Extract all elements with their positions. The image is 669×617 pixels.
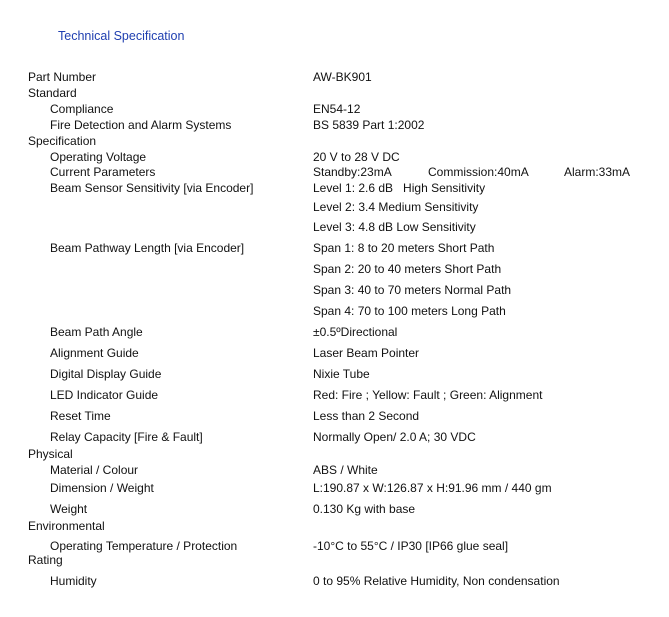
spec-label: Compliance: [50, 102, 114, 116]
spec-row-fire-detection: [0, 118, 669, 134]
spec-row-digital-display: [0, 367, 669, 383]
section-heading-physical: [0, 447, 669, 463]
spec-row-material: [0, 463, 669, 479]
spec-label: Beam Sensor Sensitivity [via Encoder]: [50, 181, 254, 195]
spec-label: Material / Colour: [50, 463, 139, 477]
section-label: Specification: [28, 134, 97, 148]
spec-row-beam-sensitivity: [0, 181, 669, 197]
section-heading-environmental: [0, 519, 669, 535]
spec-row-humidity: [0, 574, 669, 590]
section-heading-rating: [0, 553, 669, 569]
spec-label: Part Number: [28, 70, 97, 84]
spec-row-beam-pathway: [0, 241, 669, 257]
section-heading-standard: [0, 86, 669, 102]
spec-label: Current Parameters: [50, 165, 156, 179]
spec-value: Less than 2 Second: [313, 409, 420, 423]
spec-label: Fire Detection and Alarm Systems: [50, 118, 232, 132]
spec-row-beam-sensitivity-3: [0, 220, 669, 236]
spec-row-reset-time: [0, 409, 669, 425]
spec-row-relay-capacity: [0, 430, 669, 446]
spec-value: Level 2: 3.4 Medium Sensitivity: [313, 200, 479, 214]
spec-row-dimension: [0, 481, 669, 497]
spec-row-operating-voltage: [0, 150, 669, 166]
spec-value: Span 1: 8 to 20 meters Short Path: [313, 241, 495, 255]
spec-row-led-indicator: [0, 388, 669, 404]
section-label: Physical: [28, 447, 73, 461]
alarm-current: Alarm:33mA: [564, 165, 631, 179]
spec-value: Span 2: 20 to 40 meters Short Path: [313, 262, 502, 276]
spec-value: Laser Beam Pointer: [313, 346, 420, 360]
spec-value: ABS / White: [313, 463, 378, 477]
spec-value: AW-BK901: [313, 70, 372, 84]
spec-label: Reset Time: [50, 409, 111, 423]
spec-value: EN54-12: [313, 102, 361, 116]
spec-value: 0 to 95% Relative Humidity, Non condensation: [313, 574, 560, 588]
spec-row-compliance: [0, 102, 669, 118]
spec-value: -10°C to 55°C / IP30 [IP66 glue seal]: [313, 539, 509, 553]
spec-label: Relay Capacity [Fire & Fault]: [50, 430, 203, 444]
spec-value: BS 5839 Part 1:2002: [313, 118, 425, 132]
spec-row-beam-pathway-2: [0, 262, 669, 278]
page-title: Technical Specification: [58, 29, 185, 43]
section-label: Standard: [28, 86, 77, 100]
section-heading-specification: [0, 134, 669, 150]
spec-value: Red: Fire ; Yellow: Fault ; Green: Alignment: [313, 388, 543, 402]
spec-value: 0.130 Kg with base: [313, 502, 416, 516]
spec-row-beam-pathway-4: [0, 304, 669, 320]
spec-label: LED Indicator Guide: [50, 388, 159, 402]
spec-label: Alignment Guide: [50, 346, 139, 360]
spec-value: 20 V to 28 V DC: [313, 150, 400, 164]
spec-row-beam-sensitivity-2: [0, 200, 669, 216]
spec-label: Dimension / Weight: [50, 481, 154, 495]
spec-row-current-parameters: [0, 165, 669, 181]
spec-label: Beam Path Angle: [50, 325, 143, 339]
spec-value: ±0.5ºDirectional: [313, 325, 398, 339]
spec-row-beam-angle: [0, 325, 669, 341]
section-label: Environmental: [28, 519, 105, 533]
spec-label: Operating Temperature / Protection: [50, 539, 238, 553]
spec-value: Level 1: 2.6 dB High Sensitivity: [313, 181, 486, 195]
spec-row-part-number: [0, 70, 669, 86]
spec-label: Humidity: [50, 574, 97, 588]
commission-current: Commission:40mA: [428, 165, 529, 179]
spec-label: Beam Pathway Length [via Encoder]: [50, 241, 245, 255]
standby-current: Standby:23mA: [313, 165, 392, 179]
spec-row-beam-pathway-3: [0, 283, 669, 299]
spec-value: L:190.87 x W:126.87 x H:91.96 mm / 440 gm: [313, 481, 552, 495]
spec-label: Operating Voltage: [50, 150, 147, 164]
section-label: Rating: [28, 553, 63, 567]
spec-value: Normally Open/ 2.0 A; 30 VDC: [313, 430, 476, 444]
spec-value: Span 3: 40 to 70 meters Normal Path: [313, 283, 512, 297]
spec-row-weight: [0, 502, 669, 518]
spec-value: Level 3: 4.8 dB Low Sensitivity: [313, 220, 476, 234]
spec-value: Nixie Tube: [313, 367, 370, 381]
spec-label: Digital Display Guide: [50, 367, 162, 381]
spec-value: Span 4: 70 to 100 meters Long Path: [313, 304, 506, 318]
spec-label: Weight: [50, 502, 88, 516]
spec-row-alignment-guide: [0, 346, 669, 362]
